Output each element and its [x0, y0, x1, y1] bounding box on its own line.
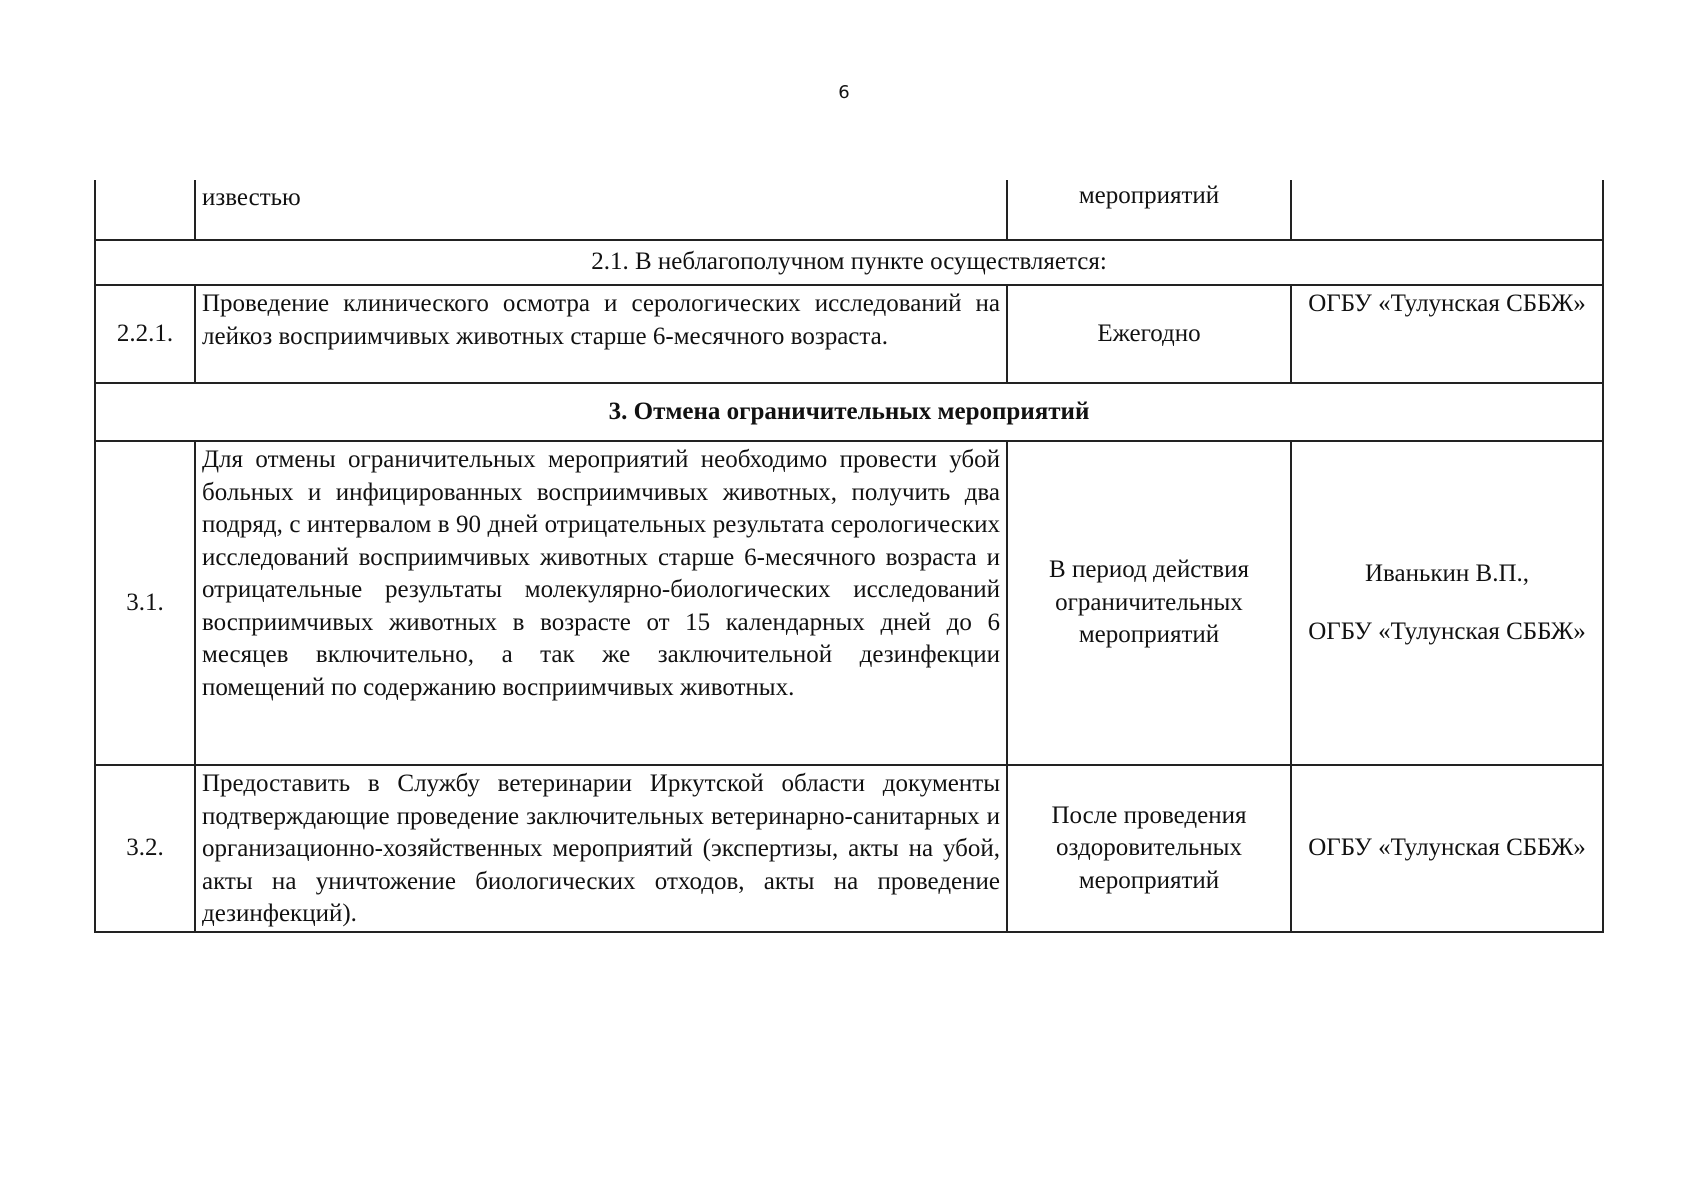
responsible-person: Иванькин В.П.,	[1364, 559, 1530, 587]
cell-responsible	[1291, 180, 1603, 240]
section-heading-3: 3. Отмена ограничительных мероприятий	[95, 383, 1603, 441]
table-row-3-2	[95, 765, 1603, 932]
cell-period: В период действия ограничительных мероприятий	[1007, 441, 1291, 765]
cell-num: 3.1.	[95, 441, 195, 765]
page-number: 6	[838, 82, 850, 103]
table-row-3-1	[95, 441, 1603, 765]
cell-text: Предоставить в Службу ветеринарии Иркутской области документы подтверждающие проведение заключительных ветеринарно-санитарных и организационно-хозяйственных мероприятий (экспертизы, акты на убой, акты на уничтожение биологических отходов, акты на проведение дезинфекций).	[195, 765, 1007, 932]
cell-period: Ежегодно	[1007, 285, 1291, 383]
cell-responsible: ОГБУ «Тулунская СББЖ»	[1291, 765, 1603, 932]
section-row-2-1	[95, 240, 1603, 285]
cell-num	[95, 180, 195, 240]
section-row-3	[95, 383, 1603, 441]
spacer	[1298, 590, 1596, 616]
cell-text: известью	[195, 180, 1007, 240]
responsible-organization: ОГБУ «Тулунская СББЖ»	[1308, 618, 1586, 645]
cell-responsible	[1291, 441, 1603, 765]
cell-text: Проведение клинического осмотра и серологических исследований на лейкоз восприимчивых животных старше 6-месячного возраста.	[195, 285, 1007, 383]
table-row-2-2-1	[95, 285, 1603, 383]
cell-num: 3.2.	[95, 765, 195, 932]
cell-period: мероприятий	[1007, 180, 1291, 240]
cell-num: 2.2.1.	[95, 285, 195, 383]
section-heading-2-1: 2.1. В неблагополучном пункте осуществляется:	[95, 240, 1603, 285]
cell-text: Для отмены ограничительных мероприятий необходимо провести убой больных и инфицированных восприимчивых животных, получить два подряд, с интервалом в 90 дней отрицательных результата серологических исследований восприимчивых животных старше 6-месячного возраста и отрицательные результаты молекулярно-биологических исследований восприимчивых животных в возрасте от 15 календарных дней до 6 месяцев включительно, а так же заключительной дезинфекции помещений по содержанию восприимчивых животных.	[195, 441, 1007, 765]
cell-responsible: ОГБУ «Тулунская СББЖ»	[1291, 285, 1603, 383]
measures-table	[94, 180, 1604, 933]
table-row-continuation	[95, 180, 1603, 240]
cell-period: После проведения оздоровительных мероприятий	[1007, 765, 1291, 932]
